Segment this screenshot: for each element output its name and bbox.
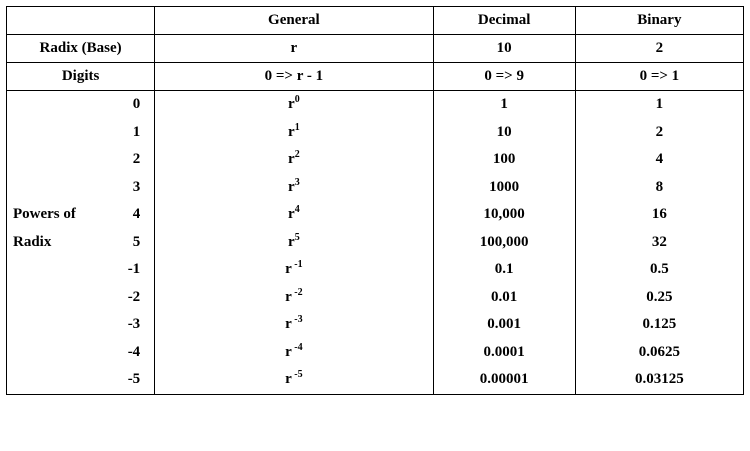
powers-label-row — [7, 174, 154, 202]
powers-exponent-label: 0 — [132, 96, 141, 112]
powers-general-value: $r^3$ — [288, 176, 300, 195]
table-row — [7, 63, 744, 91]
powers-exponent-label: -2 — [127, 288, 141, 305]
powers-general-value: $r^5$ — [288, 231, 300, 250]
powers-binary-list — [576, 91, 743, 394]
table-body — [7, 35, 744, 395]
powers-exponent-label: 3 — [132, 178, 141, 195]
powers-decimal-value: 0.01 — [491, 288, 518, 305]
row-label-digits: Digits — [7, 63, 155, 91]
powers-label-row — [7, 229, 154, 257]
powers-general-value: $r^0$ — [288, 94, 300, 112]
table-header — [7, 7, 744, 35]
powers-exponent-label: -5 — [127, 371, 141, 387]
powers-binary-value: 0.25 — [646, 288, 673, 305]
header-decimal: Decimal — [433, 7, 575, 35]
powers-general-list — [155, 91, 432, 394]
powers-binary-value: 32 — [651, 233, 667, 250]
powers-general-value: $r^2$ — [288, 149, 300, 167]
powers-of-radix-label: Powers of — [13, 206, 76, 222]
powers-exponent-label: -4 — [127, 343, 141, 360]
powers-exponent-label: 4 — [132, 206, 141, 222]
header-binary: Binary — [575, 7, 743, 35]
powers-binary-value: 1 — [655, 96, 664, 112]
header-general: General — [155, 7, 433, 35]
powers-label-row — [7, 256, 154, 284]
powers-binary-value: 0.0625 — [638, 343, 680, 360]
powers-label-row — [7, 201, 154, 229]
powers-label-row — [7, 119, 154, 147]
powers-decimal-value: 0.001 — [487, 316, 522, 332]
powers-binary-value: 0.5 — [650, 261, 669, 277]
powers-decimal-value: 100 — [492, 151, 516, 167]
powers-decimal-value: 1000 — [489, 178, 520, 195]
powers-binary-value: 16 — [651, 206, 667, 222]
powers-decimal-value: 1 — [500, 96, 508, 112]
powers-exponent-label: 2 — [132, 151, 141, 167]
powers-decimal-list — [434, 91, 575, 394]
cell-decimal-radix-base: 10 — [433, 35, 575, 63]
powers-binary-value: 2 — [655, 123, 664, 140]
powers-decimal-value: 10,000 — [483, 206, 525, 222]
powers-exponent-label: 5 — [132, 233, 141, 250]
powers-general-value: $r^1$ — [288, 121, 300, 140]
row-label-radix-base: Radix (Base) — [7, 35, 155, 63]
powers-decimal-value: 0.0001 — [483, 343, 525, 360]
powers-general-value: r $^{-4}$ — [285, 341, 303, 360]
powers-label-row — [7, 339, 154, 367]
powers-binary-cell — [575, 91, 743, 395]
header-blank — [7, 7, 155, 35]
cell-general-digits: 0 => r - 1 — [155, 63, 433, 91]
powers-exponent-label: 1 — [132, 123, 141, 140]
powers-label-row — [7, 146, 154, 174]
cell-general-radix-base: r — [155, 35, 433, 63]
powers-of-radix-label: Radix — [13, 233, 52, 250]
powers-general-cell — [155, 91, 433, 395]
powers-decimal-value: 100,000 — [479, 233, 529, 250]
powers-label-list — [7, 91, 154, 394]
powers-general-value: r $^{-5}$ — [285, 369, 303, 387]
powers-label-row — [7, 366, 154, 394]
powers-general-value: $r^4$ — [288, 204, 300, 222]
cell-decimal-digits: 0 => 9 — [433, 63, 575, 91]
cell-binary-digits: 0 => 1 — [575, 63, 743, 91]
powers-exponent-label: -3 — [127, 316, 141, 332]
powers-decimal-value: 0.1 — [494, 261, 514, 277]
powers-binary-value: 4 — [655, 151, 664, 167]
powers-general-value: r $^{-2}$ — [285, 286, 303, 305]
table-row — [7, 35, 744, 63]
powers-general-value: r $^{-3}$ — [285, 314, 303, 332]
powers-binary-value: 8 — [655, 178, 664, 195]
table-header-row — [7, 7, 744, 35]
radix-table — [6, 6, 744, 395]
powers-decimal-value: 0.00001 — [479, 371, 529, 387]
cell-binary-radix-base: 2 — [575, 35, 743, 63]
powers-label-cell — [7, 91, 155, 395]
powers-general-value: r $^{-1}$ — [285, 259, 303, 277]
powers-binary-value: 0.125 — [642, 316, 677, 332]
powers-binary-value: 0.03125 — [635, 371, 684, 387]
powers-label-row — [7, 311, 154, 339]
powers-decimal-cell — [433, 91, 575, 395]
powers-exponent-label: -1 — [127, 261, 141, 277]
powers-decimal-value: 10 — [496, 123, 512, 140]
powers-label-row — [7, 284, 154, 312]
table-row-powers — [7, 91, 744, 395]
powers-label-row — [7, 91, 154, 119]
